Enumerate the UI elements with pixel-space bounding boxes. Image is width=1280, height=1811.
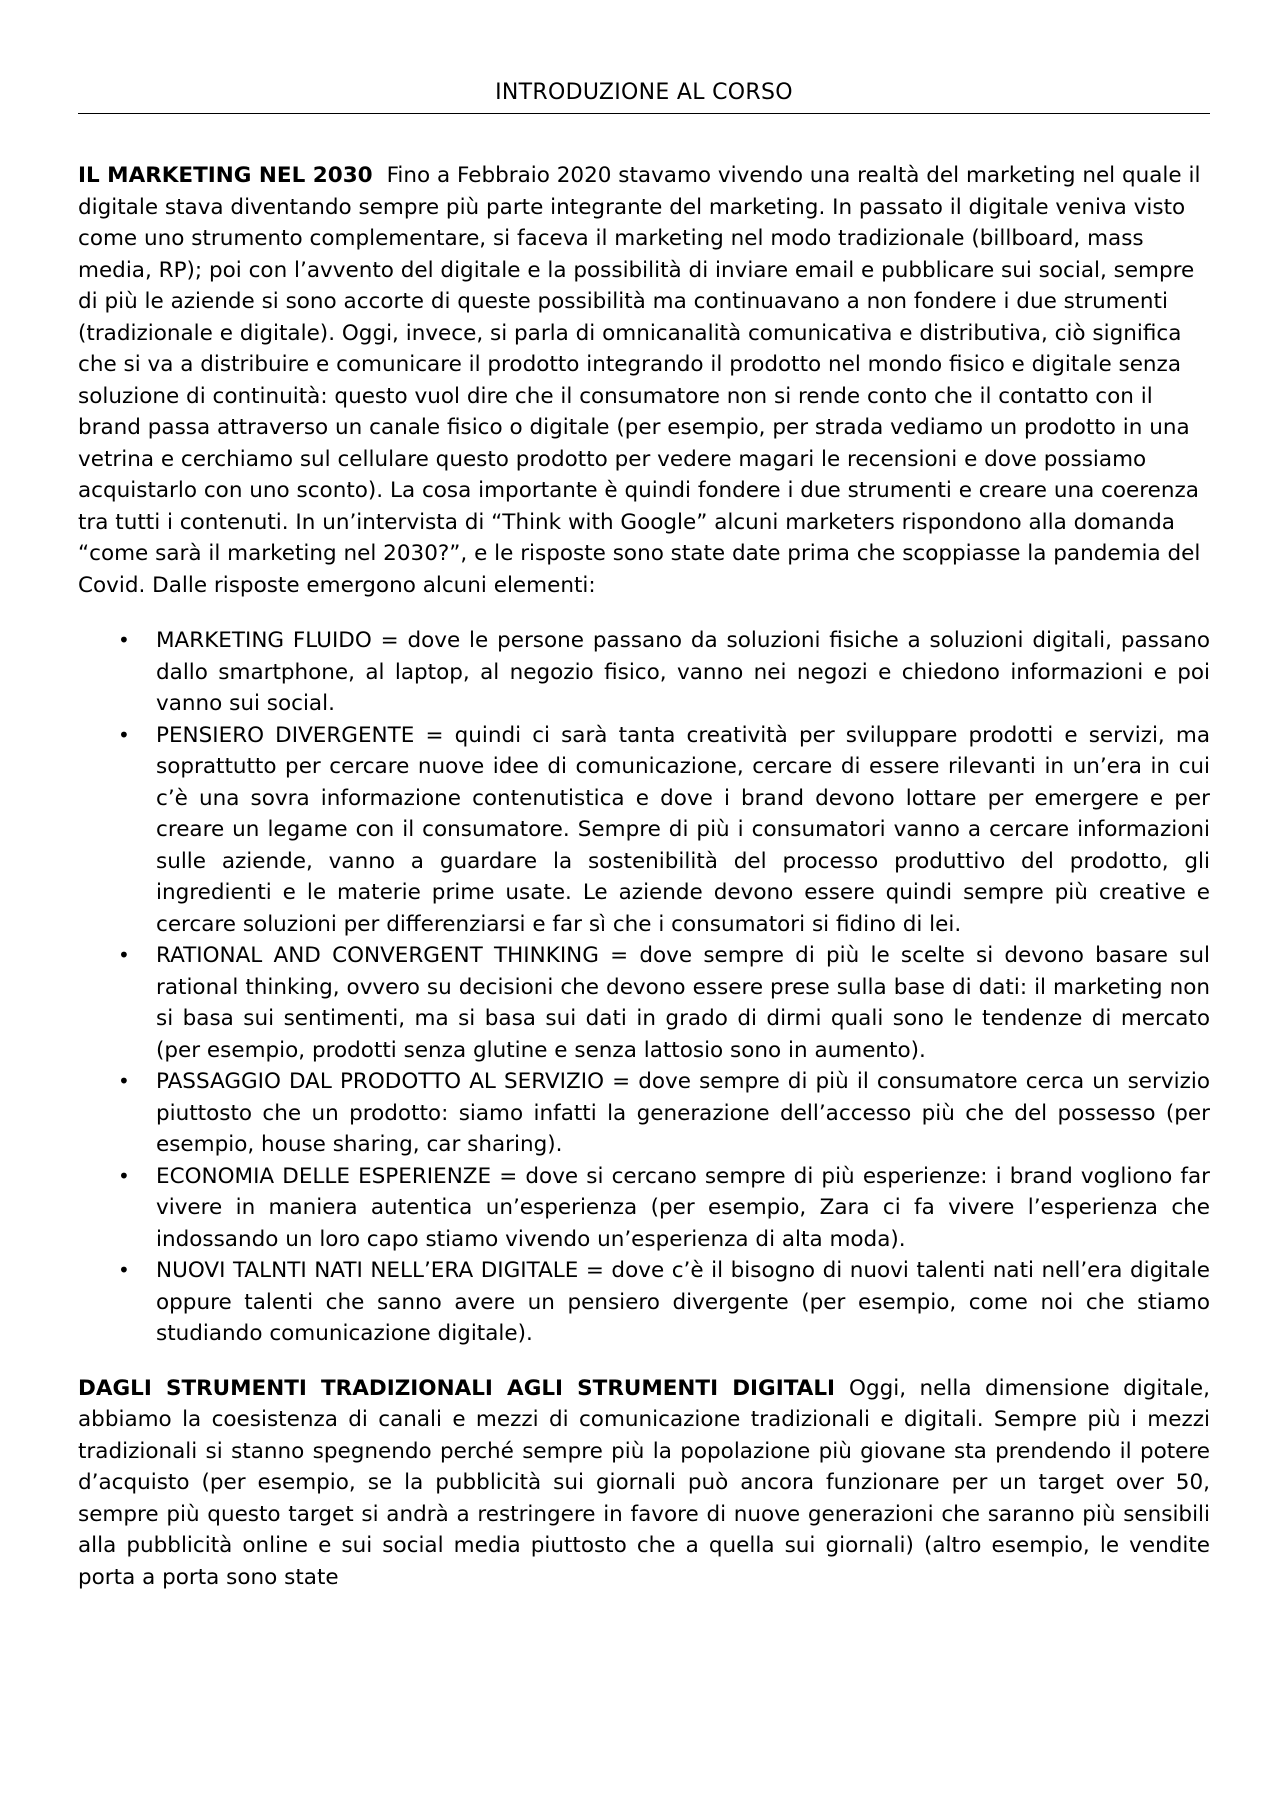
section-traditional-to-digital xyxy=(78,1373,1210,1594)
bullet-icon: • xyxy=(118,722,130,747)
bullet-icon: • xyxy=(118,1163,130,1188)
section-body-text: Oggi, nella dimensione digitale, abbiamo la coesistenza di canali e mezzi di comunicazione tradizionali e digitali. Sempre più i mezzi tradizionali si stanno spegnendo perché sempre più la popolazione più giovane sta prendendo il potere d’acquisto (per esempio, se la pubblicità sui giornali può ancora funzionare per un target over 50, sempre più questo target si andrà a restringere in favore di nuove generazioni che saranno più sensibili alla pubblicità online e sui social media piuttosto che a quella sui giornali) (altro esempio, le vendite porta a porta sono state xyxy=(78,1375,1210,1590)
list-item xyxy=(118,940,1210,1066)
section-paragraph xyxy=(78,160,1210,601)
bullet-icon: • xyxy=(118,1258,130,1282)
section-title: IL MARKETING NEL 2030 xyxy=(78,163,373,188)
section-paragraph xyxy=(78,1373,1210,1594)
list-item xyxy=(118,1255,1210,1350)
list-item xyxy=(118,720,1210,941)
list-item-text: ECONOMIA DELLE ESPERIENZE = dove si cercano sempre di più esperienze: i brand vogliono far vivere in maniera autentica un’esperienza (per esempio, Zara ci fa vivere l’esperienza che indossando un loro capo stiamo vivendo un’esperienza di alta moda). xyxy=(156,1163,1210,1252)
list-item xyxy=(118,625,1210,720)
bullet-icon: • xyxy=(118,1069,130,1093)
bullet-icon: • xyxy=(118,628,130,652)
list-item xyxy=(118,1161,1210,1256)
list-item-text: RATIONAL AND CONVERGENT THINKING = dove sempre di più le scelte si devono basare sul rational thinking, ovvero su decisioni che devono essere prese sulla base di dati: il marketing non si basa sui sentimenti, ma si basa sui dati in grado di dirmi quali sono le tendenze di mercato (per esempio, prodotti senza glutine e senza lattosio sono in aumento). xyxy=(156,943,1210,1063)
section-title: DAGLI STRUMENTI TRADIZIONALI AGLI STRUMENTI DIGITALI xyxy=(78,1375,836,1401)
list-item-text: PENSIERO DIVERGENTE = quindi ci sarà tanta creatività per sviluppare prodotti e servizi, ma soprattutto per cercare nuove idee di comunicazione, cercare di essere rilevanti in un’era in cui c’è una sovra informazione contenutistica e dove i brand devono lottare per emergere e per creare un legame con il consumatore. Sempre di più i consumatori vanno a cercare informazioni sulle aziende, vanno a guardare la sostenibilità del processo produttivo del prodotto, gli ingredienti e le materie prime usate. Le aziende devono essere quindi sempre più creative e cercare soluzioni per differenziarsi e far sì che i consumatori si fidino di lei. xyxy=(156,722,1210,937)
bullet-list xyxy=(78,625,1210,1350)
list-item-text: MARKETING FLUIDO = dove le persone passano da soluzioni fisiche a soluzioni digitali, passano dallo smartphone, al laptop, al negozio fisico, vanno nei negozi e chiedono informazioni e poi vanno sui social. xyxy=(156,628,1210,716)
section-body-text: Fino a Febbraio 2020 stavamo vivendo una realtà del marketing nel quale il digitale stava diventando sempre più parte integrante del marketing. In passato il digitale veniva visto come uno strumento complementare, si faceva il marketing nel modo tradizionale (billboard, mass media, RP); poi con l’avvento del digitale e la possibilità di inviare email e pubblicare sui social, sempre di più le aziende si sono accorte di queste possibilità ma continuavano a non fondere i due strumenti (tradizionale e digitale). Oggi, invece, si parla di omnicanalità comunicativa e distributiva, ciò significa che si va a distribuire e comunicare il prodotto integrando il prodotto nel mondo fisico e digitale senza soluzione di continuità: questo vuol dire che il consumatore non si rende conto che il contatto con il brand passa attraverso un canale fisico o digitale (per esempio, per strada vediamo un prodotto in una vetrina e cerchiamo sul cellulare questo prodotto per vedere magari le recensioni e dove possiamo acquistarlo con uno sconto). La cosa importante è quindi fondere i due strumenti e creare una coerenza tra tutti i contenuti. In un’intervista di “Think with Google” alcuni marketers rispondono alla domanda “come sarà il marketing nel 2030?”, e le risposte sono state date prima che scoppiasse la pandemia del Covid. Dalle risposte emergono alcuni elementi: xyxy=(78,163,1201,598)
list-item-text: PASSAGGIO DAL PRODOTTO AL SERVIZIO = dove sempre di più il consumatore cerca un servizio piuttosto che un prodotto: siamo infatti la generazione dell’accesso più che del possesso (per esempio, house sharing, car sharing). xyxy=(156,1069,1210,1157)
running-header xyxy=(78,79,1210,114)
list-item-text: NUOVI TALNTI NATI NELL’ERA DIGITALE = dove c’è il bisogno di nuovi talenti nati nell’era digitale oppure talenti che sanno avere un pensiero divergente (per esempio, come noi che stiamo studiando comunicazione digitale). xyxy=(156,1258,1210,1346)
bullet-icon: • xyxy=(118,943,130,967)
list-item xyxy=(118,1066,1210,1161)
document-page xyxy=(78,0,1210,1593)
header-title: INTRODUZIONE AL CORSO xyxy=(495,80,793,105)
section-marketing-2030 xyxy=(78,160,1210,601)
